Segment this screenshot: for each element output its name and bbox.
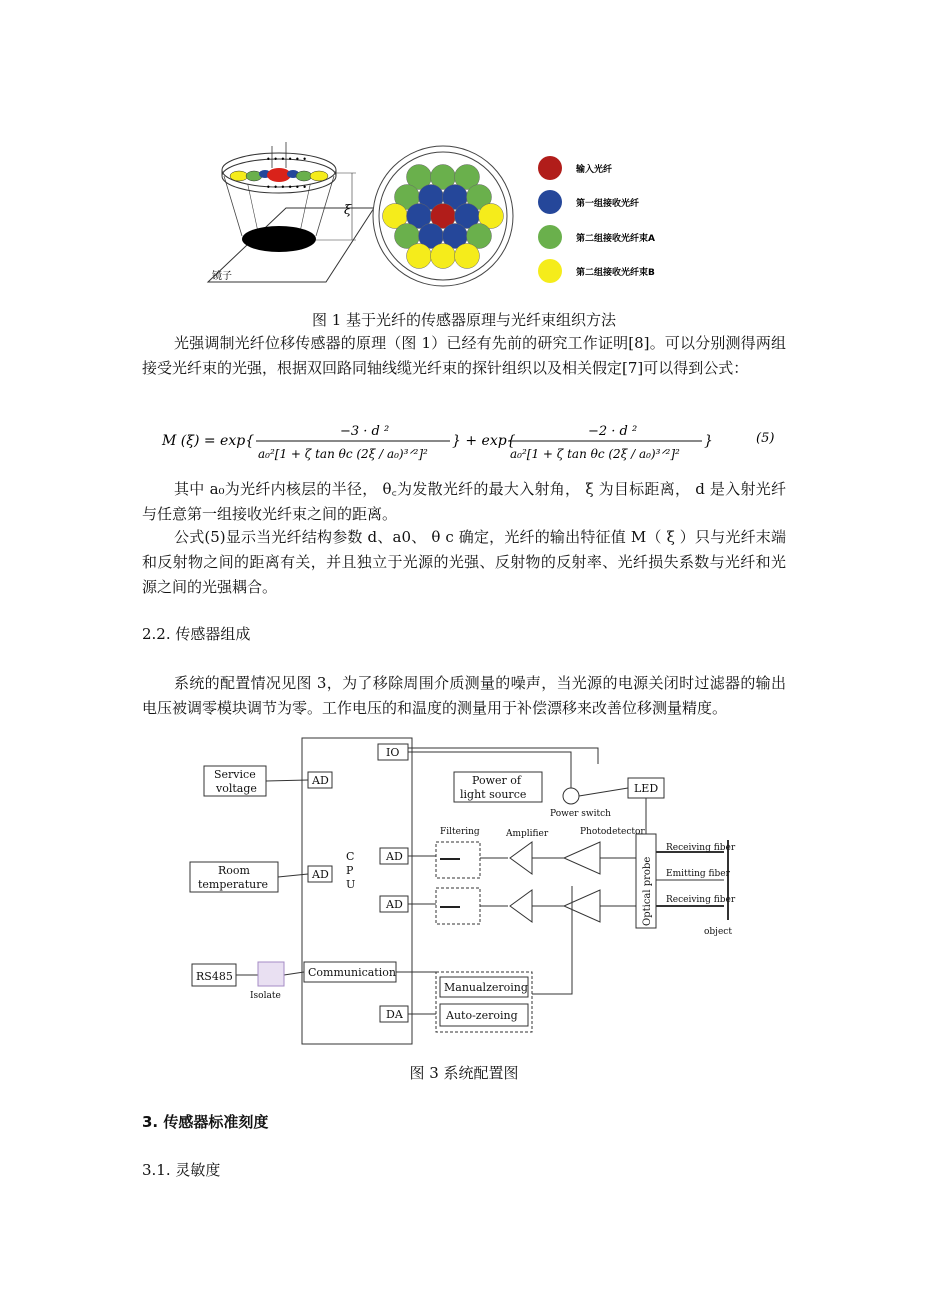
service-voltage-label-2: voltage — [216, 782, 257, 795]
formula-mid: } + exp{ — [452, 433, 516, 449]
optical-probe-label: Optical probe — [642, 856, 653, 926]
formula-numerator-2: −2 · d ² — [588, 424, 638, 439]
communication-label: Communication — [308, 966, 396, 979]
ad-label-2: AD — [312, 868, 329, 881]
legend-label-group2b: 第二组接收光纤束B — [576, 268, 655, 278]
autozeroing-label: Auto-zeroing — [446, 1009, 518, 1022]
rs485-label: RS485 — [196, 970, 233, 983]
receiving-fiber-label-2: Receiving fiber — [666, 895, 736, 905]
room-temperature-label-2: temperature — [198, 878, 269, 891]
cpu-letter-c: C — [346, 850, 355, 863]
xi-label: ξ — [344, 203, 352, 218]
isolate-label: Isolate — [250, 991, 281, 1001]
figure-1 — [186, 140, 656, 292]
emitting-fiber-label: Emitting fiber — [666, 869, 730, 879]
figure-3 — [188, 736, 754, 1048]
paragraph-1: 光强调制光纤位移传感器的原理（图 1）已经有先前的研究工作证明[8]。可以分别测得两组接受光纤束的光强，根据双回路同轴线缆光纤束的探针组织以及相关假定[7]可以得到公式： — [142, 334, 786, 377]
formula-numerator-1: −3 · d ² — [340, 424, 390, 439]
room-temperature-label-1: Room — [218, 864, 250, 877]
power-light-label-1: Power of — [472, 774, 521, 787]
heading-2-2: 2.2. 传感器组成 — [142, 625, 251, 643]
formula-number: (5) — [756, 431, 775, 446]
formula-denominator-2: a₀²[1 + ζ tan θc (2ξ / a₀)³ᐟ²]² — [510, 447, 680, 461]
manualzeroing-label: Manualzeroing — [444, 981, 528, 994]
legend-label-group2a: 第二组接收光纤束A — [576, 234, 655, 244]
heading-3-1: 3.1. 灵敏度 — [142, 1161, 221, 1179]
paragraph-3: 公式(5)显示当光纤结构参数 d、a0、 θ c 确定，光纤的输出特征值 M（ ξ ）只与光纤末端和反射物之间的距离有关，并且独立于光源的光强、反射物的反射率、光纤损失系数与光纤和光源之间的光强耦合。 — [142, 528, 786, 596]
amplifier-label: Amplifier — [506, 829, 549, 839]
formula-5 — [160, 418, 780, 464]
receiving-fiber-label-1: Receiving fiber — [666, 843, 736, 853]
ad-label-4: AD — [386, 898, 403, 911]
ad-label-1: AD — [312, 774, 329, 787]
ad-label-3: AD — [386, 850, 403, 863]
reflection-spot — [242, 226, 316, 252]
cpu-letter-u: U — [346, 878, 356, 891]
figure1-legend — [538, 156, 655, 283]
formula-lhs: M (ξ) = exp{ — [162, 433, 255, 449]
svg-text:• • • • • •: • • • • • • — [266, 155, 308, 164]
fiber-bundle-section — [373, 146, 513, 286]
photodetector-label: Photodetector — [580, 827, 645, 837]
legend-label-input: 输入光纤 — [576, 165, 613, 175]
cpu-letter-p: P — [346, 864, 354, 877]
heading-3: 3. 传感器标准刻度 — [142, 1113, 269, 1131]
legend-label-group1: 第一组接收光纤 — [576, 199, 640, 209]
svg-text:• • • • • •: • • • • • • — [266, 183, 308, 192]
led-label: LED — [634, 782, 659, 795]
figure3-caption: 图 3 系统配置图 — [409, 1064, 519, 1082]
da-label: DA — [386, 1008, 403, 1021]
paragraph-2: 其中 a₀为光纤内核层的半径， θ꜀为发散光纤的最大入射角， ξ 为目标距离， d 是入射光纤与任意第一组接收光纤束之间的距离。 — [142, 480, 786, 523]
power-switch-label: Power switch — [550, 809, 611, 819]
io-label: IO — [386, 746, 400, 759]
filtering-label: Filtering — [440, 827, 480, 837]
figure1-caption: 图 1 基于光纤的传感器原理与光纤束组织方法 — [311, 311, 617, 329]
power-light-label-2: light source — [460, 788, 527, 801]
paragraph-4: 系统的配置情况见图 3，为了移除周围介质测量的噪声，当光源的电源关闭时过滤器的输出电压被调零模块调节为零。工作电压的和温度的测量用于补偿漂移来改善位移测量精度。 — [142, 674, 786, 717]
formula-end: } — [704, 433, 713, 449]
mirror-label: 镜子 — [212, 271, 232, 282]
service-voltage-label-1: Service — [214, 768, 256, 781]
formula-denominator-1: a₀²[1 + ζ tan θc (2ξ / a₀)³ᐟ²]² — [258, 447, 428, 461]
object-label: object — [704, 927, 732, 937]
